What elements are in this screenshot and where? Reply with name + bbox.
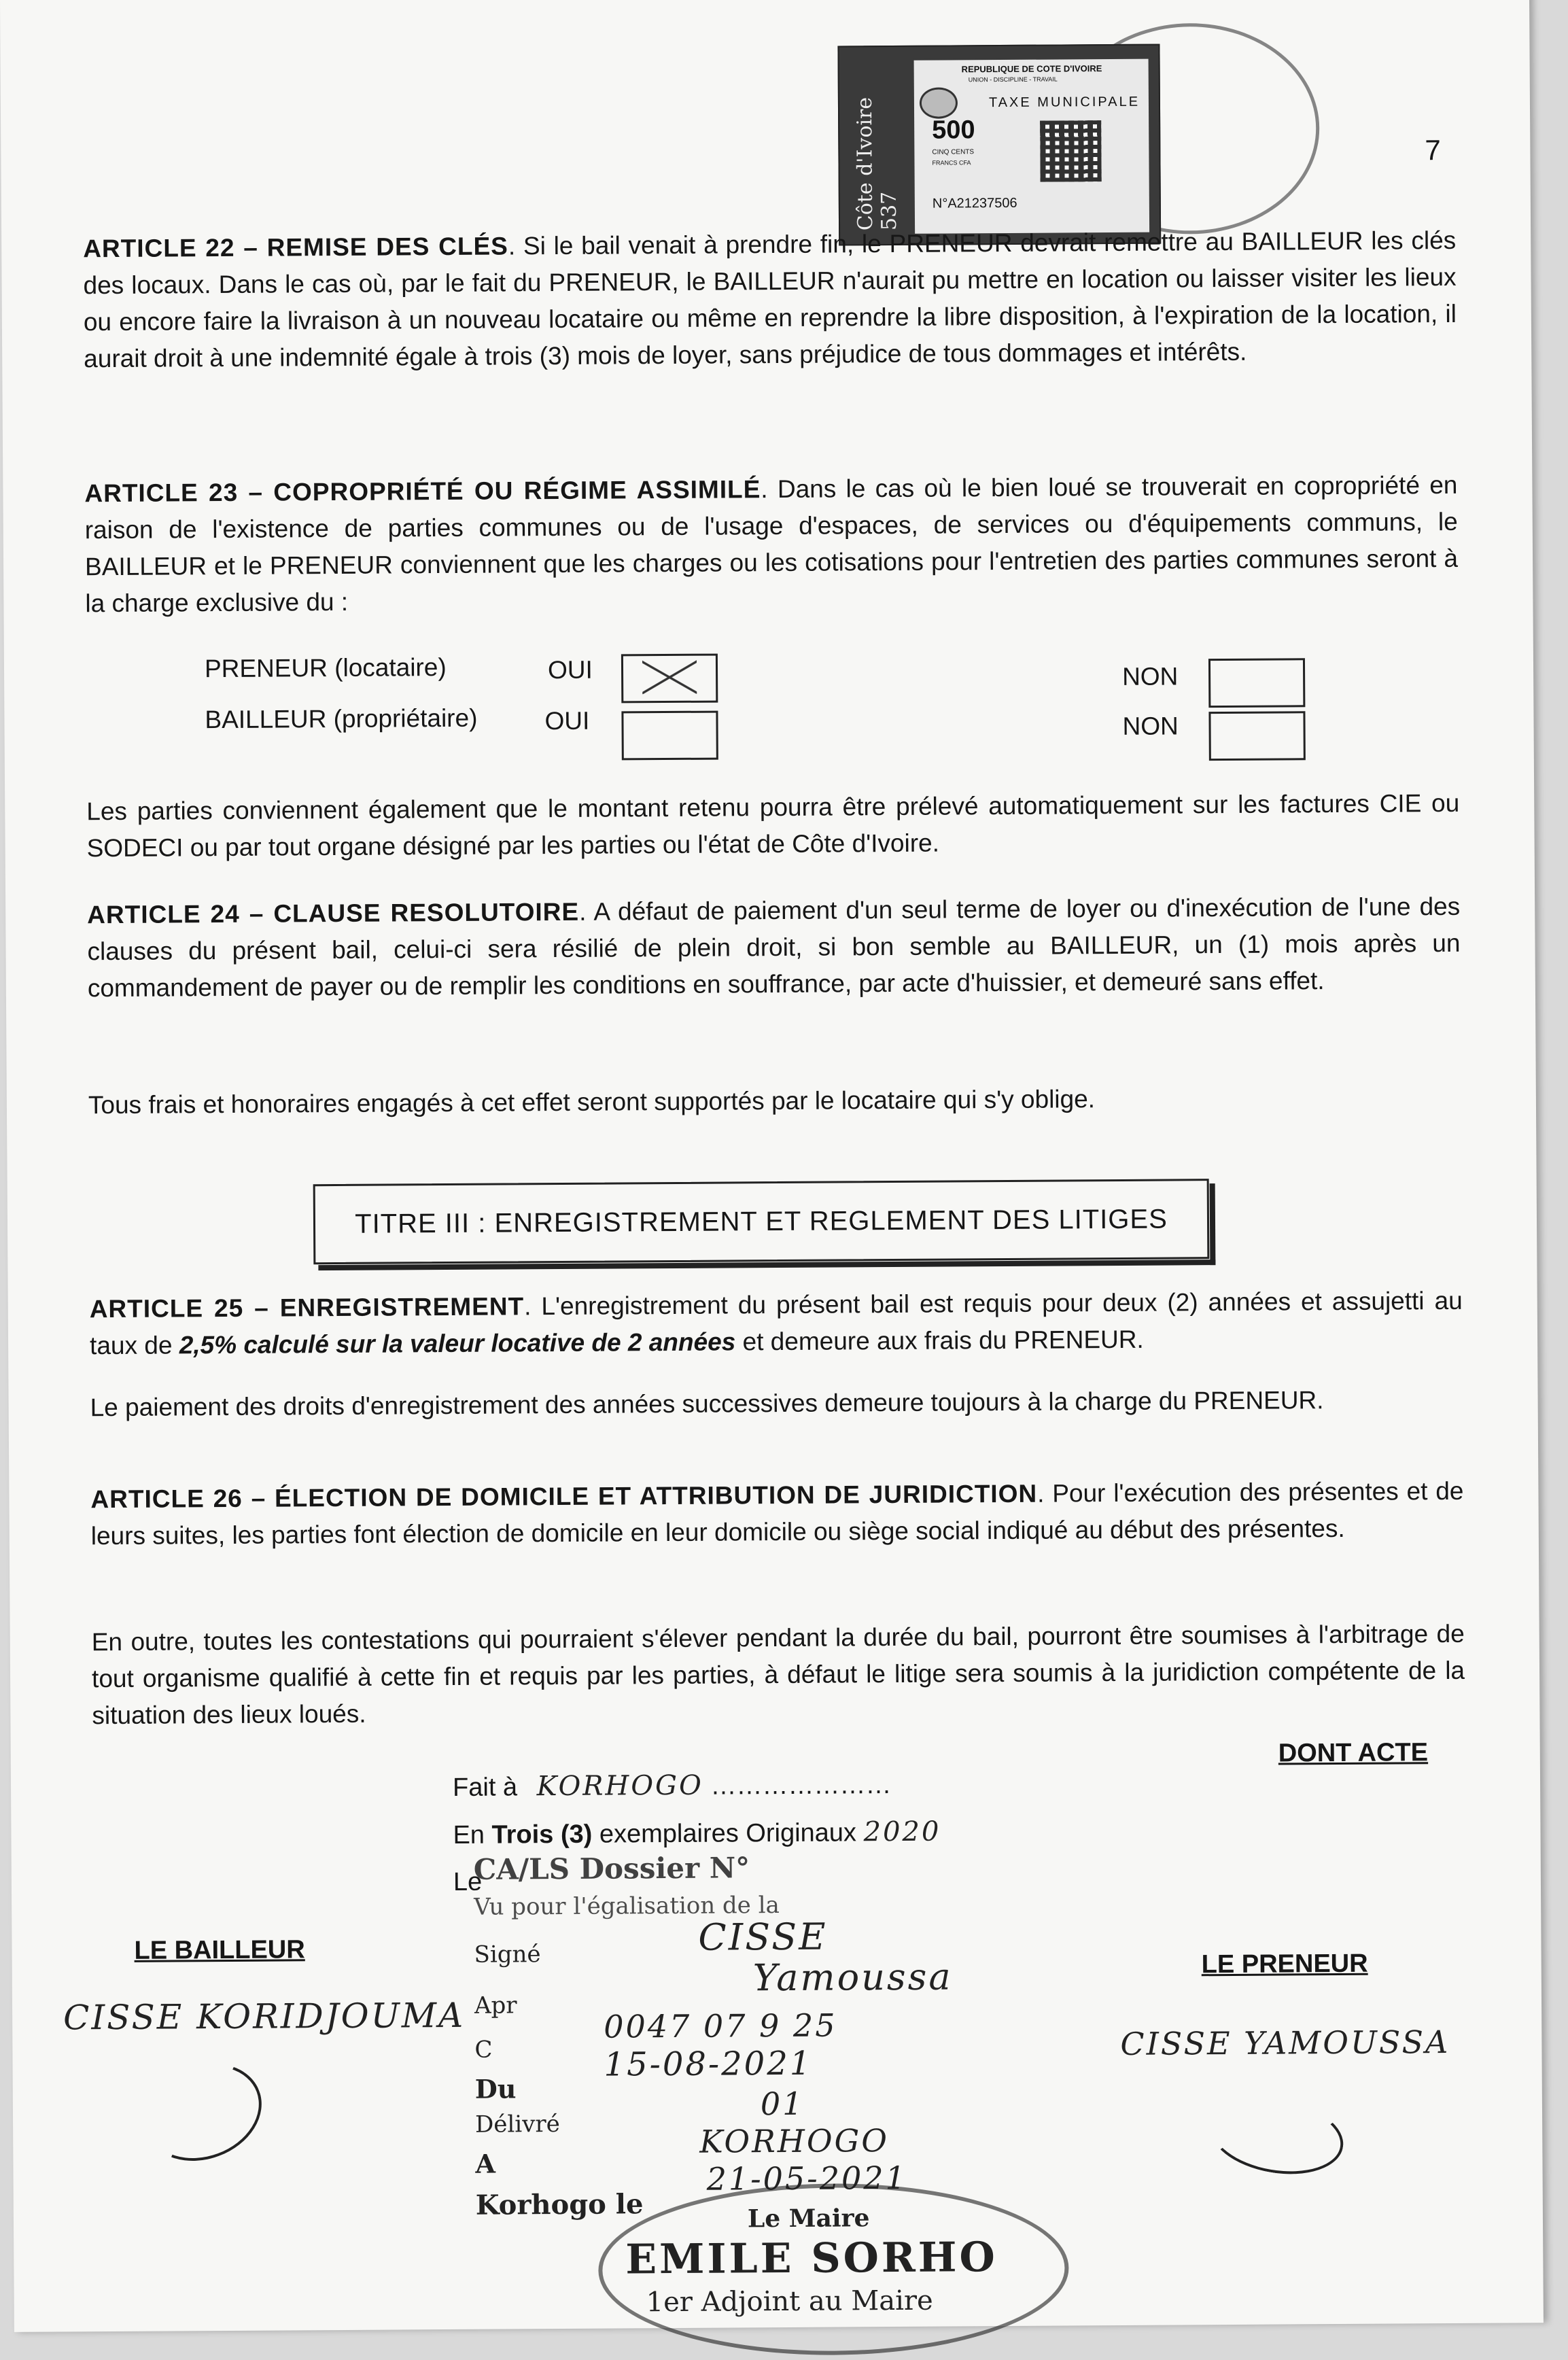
article-26 [90,1473,1464,1555]
le-date-value: 2020 [863,1816,941,1848]
article-26-disputes: En outre, toutes les contestations qui pourraient s'élever pendant la durée du bail, pourront être soumises à l'arbitrage de tout organisme qualifié à cette fin et requis par les parties, à défaut le litige sera soumis à la juridiction compétente de la situation des lieux loués. [91,1619,1465,1730]
article-26-body: . Pour l'exécution des présentes et de leurs suites, les parties font élection de domicile en leur domicile ou siège social indiqué au début des présentes. [90,1476,1464,1550]
registration-delivre-value: 01 [760,2085,805,2123]
exemplaires-line [453,1816,941,1850]
preneur-oui-checkbox[interactable] [621,654,718,704]
registration-signe-value2: Yamoussa [752,1955,953,2000]
registration-apr: Apr [474,1992,517,2019]
tax-stamp-label: TAXE MUNICIPALE [988,94,1140,111]
preneur-non-checkbox[interactable] [1208,658,1305,708]
fait-a-dots: ………………… [710,1771,892,1801]
bailleur-option-label: BAILLEUR (propriétaire) [205,704,478,734]
bailleur-name: CISSE KORIDJOUMA [63,1995,466,2038]
mayor-seal-role: 1er Adjoint au Maire [646,2285,933,2319]
article-23 [84,467,1458,622]
article-23-after: Les parties conviennent également que le montant retenu pourra être prélevé automatiquement sur les factures CIE ou SODECI ou par tout organe désigné par les parties ou l'état de Côte d'Ivoire. [86,788,1460,863]
fait-a-value: KORHOGO [536,1769,703,1803]
en-label: En [453,1820,485,1850]
exemplaires-label: exemplaires Originaux [599,1818,857,1849]
tax-stamp [837,44,1161,246]
mayor-seal-name: EMILE SORHO [625,2234,998,2284]
tax-stamp-amount-words: CINQ CENTS [932,148,975,156]
trois-label: Trois (3) [491,1820,593,1850]
registration-a: A [475,2148,496,2179]
mayor-seal-title: Le Maire [747,2204,870,2234]
registration-korhogo-value: 21-05-2021 [706,2159,907,2198]
article-25-heading: ARTICLE 25 – ENREGISTREMENT [89,1292,525,1323]
title-iii: TITRE III : ENREGISTREMENT ET REGLEMENT DES LITIGES [355,1204,1168,1239]
article-24-fees: Tous frais et honoraires engagés à cet effet seront supportés par le locataire qui s'y oblige. [88,1085,1096,1120]
article-25-payment: Le paiement des droits d'enregistrement des années successives demeure toujours à la charge du PRENEUR. [90,1386,1324,1422]
tax-stamp-country: REPUBLIQUE DE COTE D'IVOIRE [961,63,1102,75]
fait-a-line [453,1769,892,1803]
registration-signe: Signé [474,1941,541,1968]
tax-stamp-currency: FRANCS CFA [932,159,971,167]
dont-acte: DONT ACTE [1278,1738,1429,1768]
preneur-heading: LE PRENEUR [1201,1949,1368,1979]
article-24-heading: ARTICLE 24 – CLAUSE RESOLUTOIRE [87,897,580,929]
tax-stamp-side-text: Côte d'Ivoire 537 [852,97,902,231]
article-26-heading: ARTICLE 26 – ÉLECTION DE DOMICILE ET ATTRIBUTION DE JURIDICTION [90,1479,1038,1514]
qr-code-icon [1040,120,1102,182]
registration-korhogo: Korhogo le [475,2188,644,2221]
bailleur-signature-icon [130,2047,276,2177]
article-25-body-a: . L'enregistrement du présent bail est requis pour deux (2) années et assujetti au taux de [89,1286,1463,1360]
registration-delivre: Délivré [474,2111,560,2138]
tax-stamp-motto: UNION - DISCIPLINE - TRAVAIL [968,75,1058,84]
article-23-heading: ARTICLE 23 – COPROPRIÉTÉ OU RÉGIME ASSIMILÉ [84,475,761,508]
registration-c-value: 0047 07 9 25 [604,2007,837,2045]
article-23-body: . Dans le cas où le bien loué se trouverait en copropriété en raison de l'existence de parties communes ou de l'usage d'espaces, de services ou d'équipements communs, le BAILLEUR et le PRENEUR conviennent que les charges ou les cotisations pour l'entretien des parties communes seront à la charge exclusive du : [84,470,1459,618]
article-22-heading: ARTICLE 22 – REMISE DES CLÉS [83,232,508,263]
article-25-body-c: et demeure aux frais du PRENEUR. [735,1325,1144,1356]
preneur-non-label: NON [1121,662,1179,691]
registration-du: Du [474,2073,517,2104]
bailleur-oui-label: OUI [544,706,590,735]
tax-stamp-body [914,59,1150,234]
bailleur-non-label: NON [1122,712,1179,740]
registration-c: C [474,2036,493,2064]
article-24-body: . A défaut de paiement d'un seul terme de loyer ou d'inexécution de l'une des clauses du présent bail, celui-ci sera résilié de plein droit, si bon semble au BAILLEUR, un (1) mois après un commandement de payer ou de remplir les conditions en souffrance, par acte d'huissier, et demeuré sans effet. [87,892,1461,1003]
preneur-oui-label: OUI [547,655,593,684]
tax-stamp-serial: N°A21237506 [932,195,1017,211]
fait-a-label: Fait à [452,1773,518,1802]
preneur-name: CISSE YAMOUSSA [1120,2024,1450,2062]
preneur-signature-icon [1204,2089,1349,2184]
bailleur-non-checkbox[interactable] [1208,711,1305,761]
bailleur-heading: LE BAILLEUR [134,1935,305,1965]
registration-vu: Vu pour l'égalisation de la [474,1892,780,1921]
title-iii-box [313,1179,1210,1264]
registration-signe-value: CISSE [698,1915,828,1959]
registration-du-value: 15-08-2021 [604,2044,813,2084]
article-22 [83,222,1457,377]
article-25 [90,1283,1463,1364]
page-number: 7 [1425,134,1441,167]
preneur-option-label: PRENEUR (locataire) [204,653,447,683]
article-22-body: . Si le bail venait à prendre fin, le PRENEUR devrait remettre au BAILLEUR les clés des locaux. Dans le cas où, par le fait du PRENEUR, le BAILLEUR n'aurait pu mettre en location ou laisser visiter les lieux ou encore faire la livraison à un nouveau locataire ou même en reprendre la libre disposition, à l'expiration de la location, il aurait droit à une indemnité égale à trois (3) mois de loyer, sans préjudice de tous dommages et intérêts. [83,226,1457,373]
coat-of-arms-icon [920,87,958,118]
registration-dossier: CA/LS Dossier N° [473,1851,750,1886]
article-25-rate: 2,5% calculé sur la valeur locative de 2 années [179,1328,736,1359]
tax-stamp-amount: 500 [932,116,975,145]
bailleur-oui-checkbox[interactable] [621,711,718,761]
le-label: Le [453,1867,483,1896]
registration-a-value: KORHOGO [699,2122,890,2160]
article-24 [87,888,1461,1007]
